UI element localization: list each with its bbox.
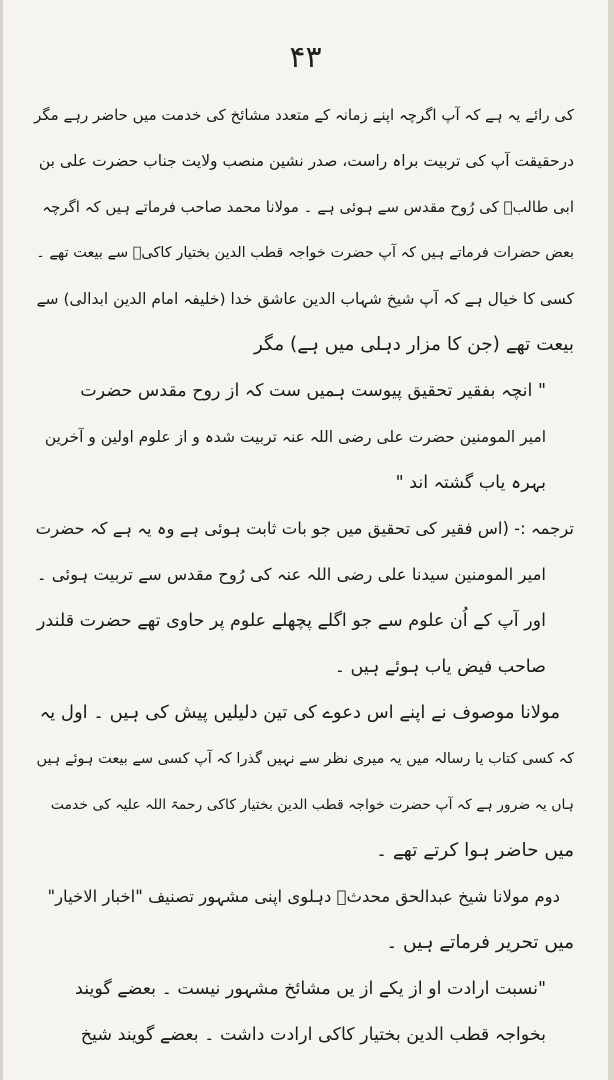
text-line: بعض حضرات فرماتے ہیں کہ آپ حضرت خواجہ قطب الدین بختیار کاکیؒ سے بیعت تھے ۔ [36,245,574,261]
text-line: کہ کسی کتاب یا رسالہ میں یہ میری نظر سے نہیں گذرا کہ آپ کسی سے بیعت ہوئے ہیں [36,751,574,767]
translation-line: صاحب فیض یاب ہوئے ہیں ۔ [334,657,546,677]
text-line: کسی کا خیال ہے کہ آپ شیخ شہاب الدین عاشق خدا (خلیفہ امام الدین ابدالی) سے [36,290,574,308]
translation-line: ترجمہ :- (اس فقیر کی تحقیق میں جو بات ثابت ہوئی ہے وہ یہ ہے کہ حضرت [35,519,574,538]
page-text [33,92,574,1058]
text-line: کی رائے یہ ہے کہ آپ اگرچہ اپنے زمانہ کے متعدد مشائخ کی خدمت میں حاضر رہے مگر [34,106,574,124]
text-line: دوم مولانا شیخ عبدالحق محدثؒ دہلوی اپنی مشہور تصنیف "اخبار الاخیار" [47,887,560,906]
text-line: میں تحریر فرماتے ہیں ۔ [386,932,574,953]
text-line: ہاں یہ ضرور ہے کہ آپ حضرت خواجہ قطب الدین بختیار کاکی رحمۃ اللہ علیہ کی خدمت [50,797,574,813]
persian-quote-line: بہرہ یاب گشتہ اند " [395,473,546,493]
text-line: ابی طالبؓ کی رُوح مقدس سے ہوئی ہے ۔ مولانا محمد صاحب فرماتے ہیں کہ اگرچہ [42,198,574,216]
translation-line: اور آپ کے اُن علوم سے جو اگلے پچھلے علوم پر حاوی تھے حضرت قلندر [36,611,546,631]
text-line: بیعت تھے (جن کا مزار دہلی میں ہے) مگر [253,334,574,355]
persian-quote-line: بخواجہ قطب الدین بختیار کاکی ارادت داشت ۔ بعضے گویند شیخ [80,1025,546,1045]
persian-quote-line: "نسبت ارادت او از یکے از یں مشائخ مشہور نیست ۔ بعضے گویند [75,979,546,999]
translation-line: امیر المومنین سیدنا علی رضی اللہ عنہ کی رُوح مقدس سے تربیت ہوئی ۔ [36,565,546,584]
persian-quote-line: " انچہ بفقیر تحقیق پیوست ہمیں ست کہ از روح مقدس حضرت [80,381,546,401]
persian-quote-line: امیر المومنین حضرت علی رضی اللہ عنہ تربیت شدہ و از علوم اولین و آخرین [44,428,546,446]
text-line: درحقیقت آپ کی تربیت براہ راست، صدر نشین منصب ولایت جناب حضرت علی بن [38,152,574,170]
text-line: میں حاضر ہوا کرتے تھے ۔ [376,840,574,861]
page-number: ۴۳ [289,40,322,75]
text-line: مولانا موصوف نے اپنے اس دعوے کی تین دلیلیں پیش کی ہیں ۔ اول یہ [39,702,560,723]
